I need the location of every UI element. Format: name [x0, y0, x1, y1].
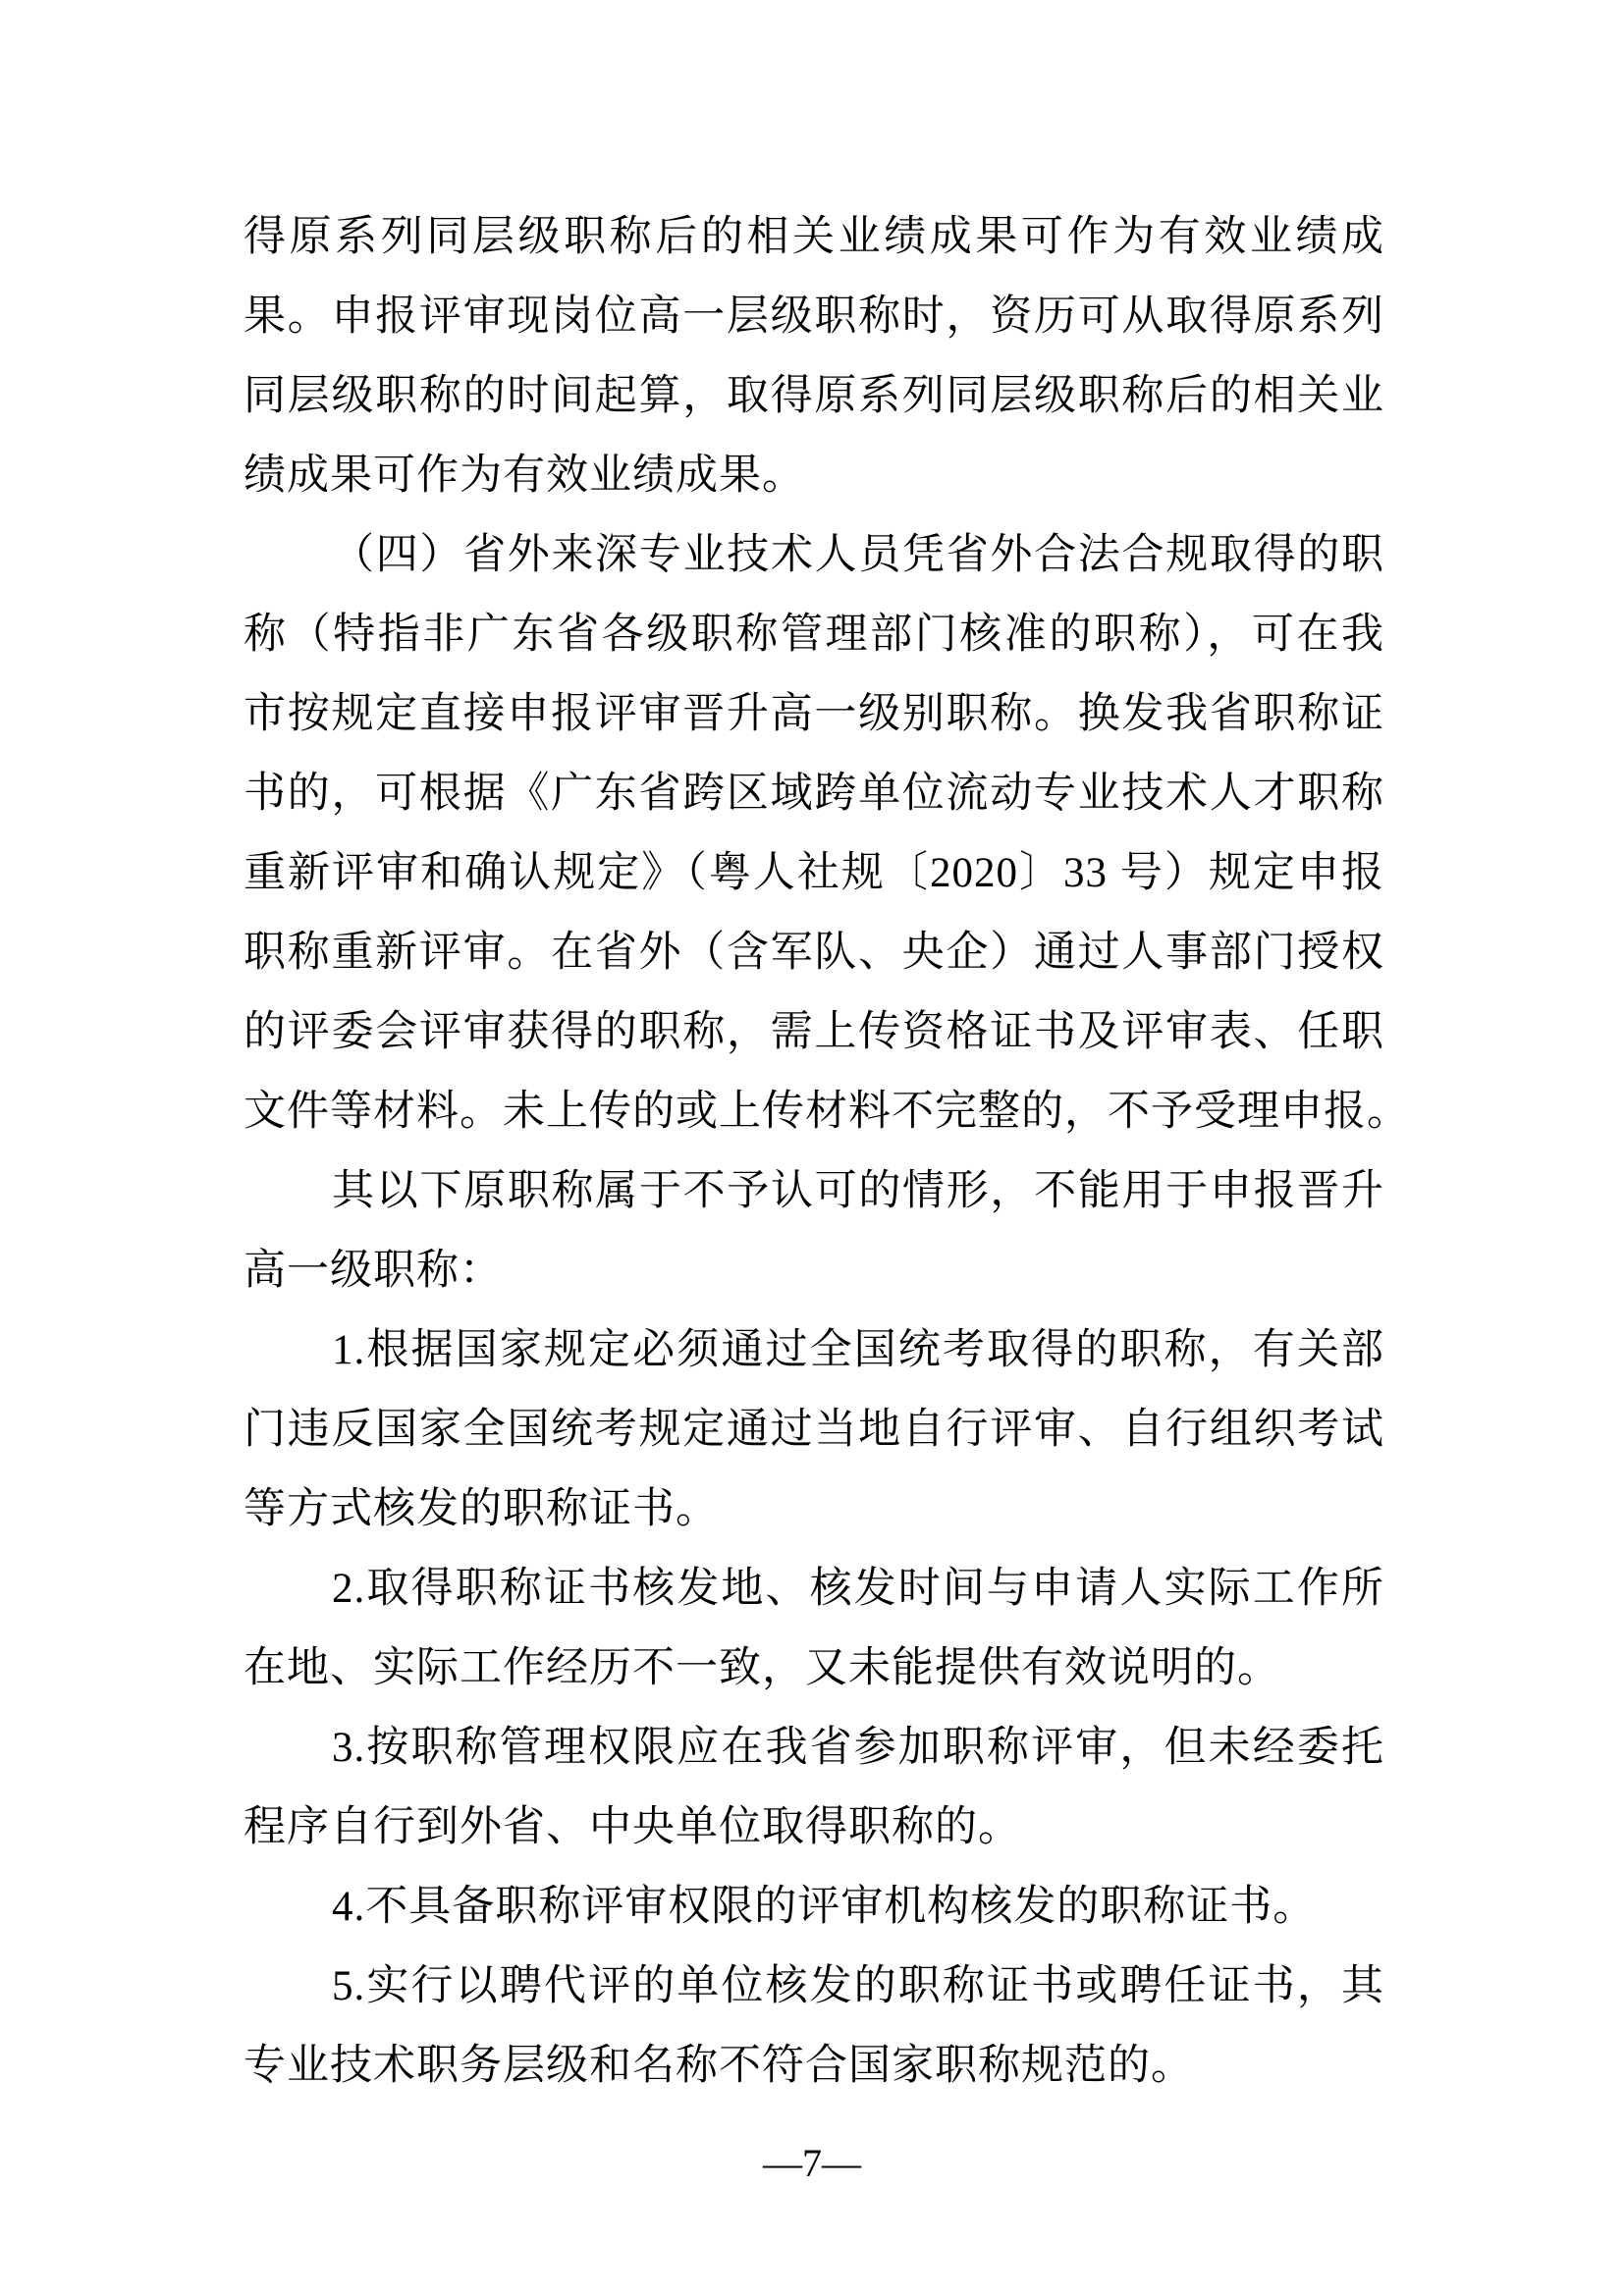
text-line: 2.取得职称证书核发地、核发时间与申请人实际工作所 [332, 1566, 1384, 1612]
text-line: 文件等材料。未上传的或上传材料不完整的，不予受理申报。 [244, 1089, 1410, 1135]
text-line: 高一级职称： [244, 1248, 503, 1294]
text-line: 称（特指非广东省各级职称管理部门核准的职称），可在我 [244, 612, 1384, 658]
text-line: 程序自行到外省、中央单位取得职称的。 [244, 1804, 1021, 1850]
text-line: 5.实行以聘代评的单位核发的职称证书或聘任证书，其 [332, 1963, 1384, 2009]
text-line: 1.根据国家规定必须通过全国统考取得的职称，有关部 [332, 1327, 1384, 1373]
text-line: 果。申报评审现岗位高一层级职称时，资历可从取得原系列 [244, 294, 1384, 340]
text-line: 其以下原职称属于不予认可的情形，不能用于申报晋升 [332, 1168, 1384, 1214]
document-body-text [244, 197, 1410, 2106]
text-line: 门违反国家全国统考规定通过当地自行评审、自行组织考试 [244, 1407, 1384, 1453]
text-line: 书的，可根据《广东省跨区域跨单位流动专业技术人才职称 [244, 771, 1384, 817]
text-line: 4.不具备职称评审权限的评审机构核发的职称证书。 [332, 1884, 1317, 1930]
text-line: 等方式核发的职称证书。 [244, 1486, 719, 1532]
text-line: 重新评审和确认规定》（粤人社规〔2020〕33 号）规定申报 [244, 850, 1384, 896]
text-line: 市按规定直接申报评审晋升高一级别职称。换发我省职称证 [244, 691, 1384, 737]
text-line: 3.按职称管理权限应在我省参加职称评审，但未经委托 [332, 1725, 1384, 1771]
text-line: 专业技术职务层级和名称不符合国家职称规范的。 [244, 2043, 1194, 2089]
text-line: 绩成果可作为有效业绩成果。 [244, 453, 805, 499]
text-line: （四）省外来深专业技术人员凭省外合法合规取得的职 [332, 532, 1384, 578]
text-line: 的评委会评审获得的职称，需上传资格证书及评审表、任职 [244, 1009, 1384, 1055]
page-number-footer: —7— [763, 2141, 861, 2185]
text-line: 在地、实际工作经历不一致，又未能提供有效说明的。 [244, 1645, 1280, 1691]
text-line: 职称重新评审。在省外（含军队、央企）通过人事部门授权 [244, 930, 1384, 976]
text-line: 得原系列同层级职称后的相关业绩成果可作为有效业绩成 [244, 214, 1384, 260]
text-line: 同层级职称的时间起算，取得原系列同层级职称后的相关业 [244, 373, 1384, 419]
